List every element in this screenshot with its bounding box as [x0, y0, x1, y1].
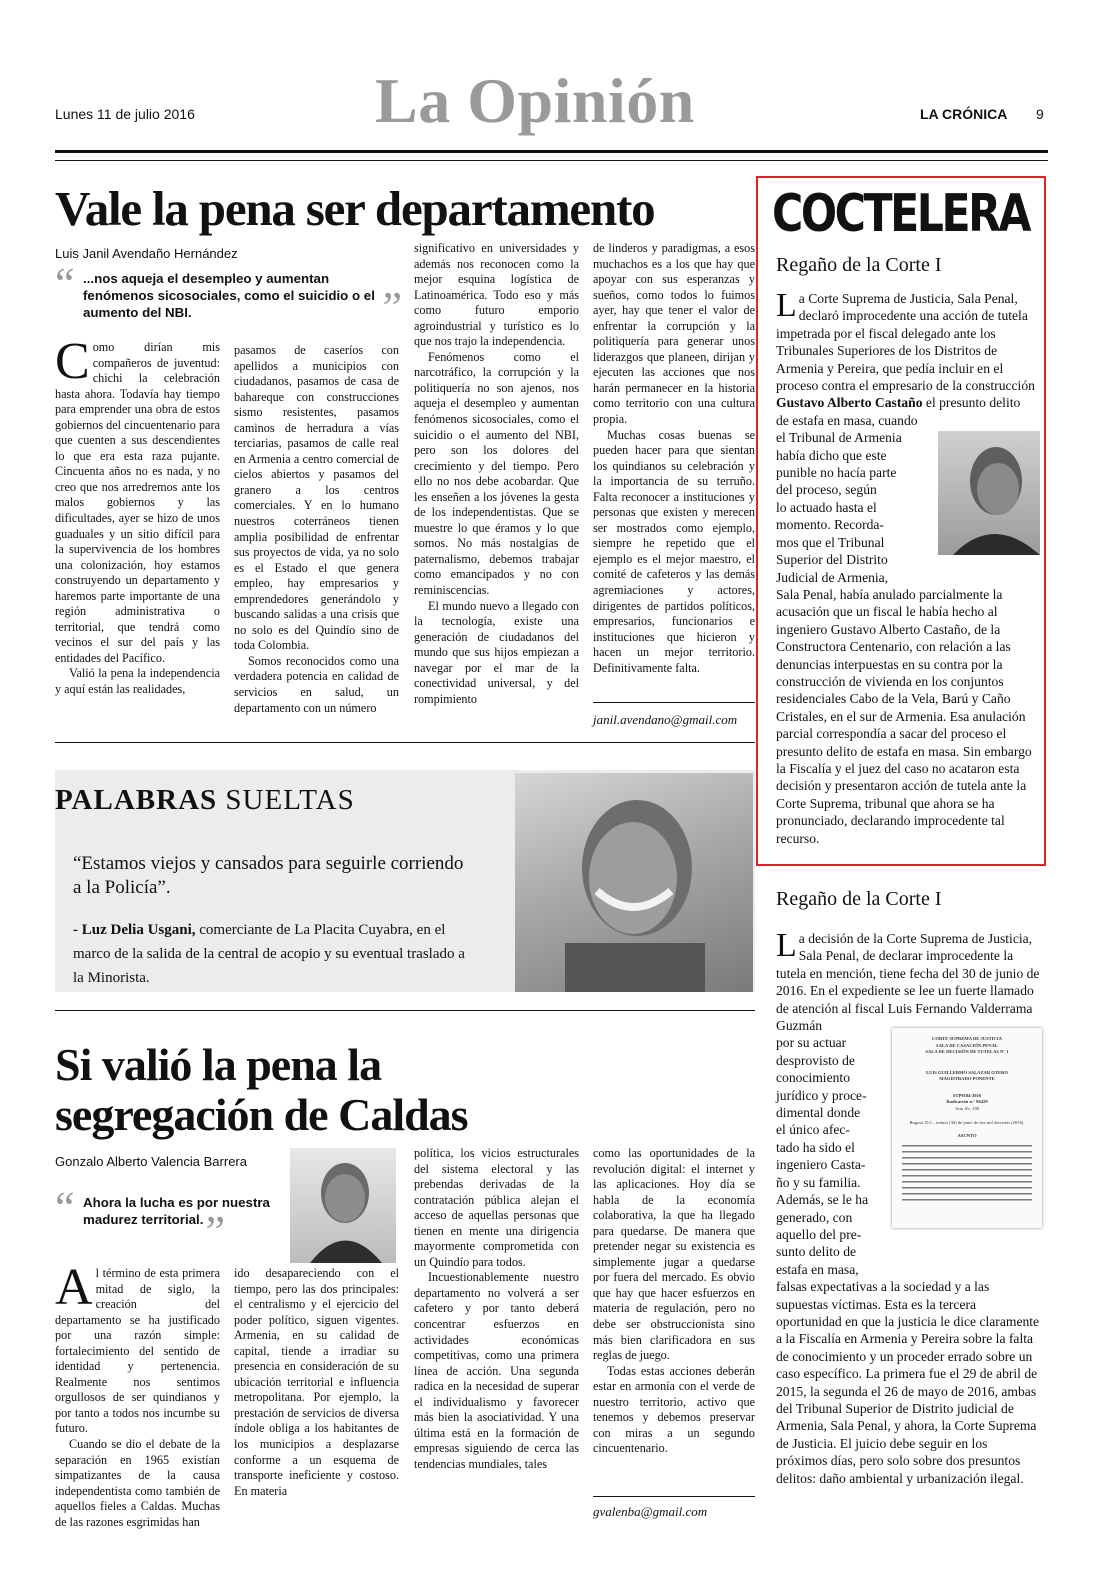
doc-line: Acta No. 196: [954, 1105, 980, 1111]
doc-text-block: [902, 1145, 1032, 1205]
coctelera-item1-wrap-line: punible no hacía parte: [776, 465, 897, 481]
coctelera-item2-wrap-line: tado ha sido el: [776, 1139, 855, 1155]
article2-author-photo: [290, 1148, 396, 1263]
close-quote-icon: ”: [205, 1207, 225, 1256]
doc-line: LUIS GUILLERMO SALAZAR OTERO: [926, 1069, 1008, 1075]
coctelera-item2-text: [776, 927, 1040, 1487]
header-rule-thick: [55, 150, 1048, 153]
coctelera-item2-heading: Regaño de la Corte I: [776, 888, 942, 910]
article2-col1-p1: l término de esta primera mitad de siglo, la creación del departamento se ha justificado por una razón simple: fortalecimiento del sentido de identidad y pertenencia. Realmente nos sentimos orgullosos de ser quindianos y por tanto a todos nos incumbe su futuro.: [55, 1266, 220, 1436]
article1-col2-p2: Somos reconocidos como una verdadera potencia en calidad de servicios en salud, un departamento con un número: [234, 653, 399, 715]
coctelera-item2-text-b: falsas expectativas a la sociedad y a las supuestas víctimas. Esta es la tercera oportunidad en que la justicia le dice claramente a la Fiscalía en Armenia y Pereira sobre la falta de conocimiento y un proceder errado sobre un caso específico. La primera fue el 29 de abril de 2015, la segunda el 26 de mayo de 2016, ambas del Tribunal Superior de Distrito judicial de Armenia, Sala Penal, y ahora, la Corte Suprema de Justicia. El juicio debe seguir en los próximos días, pero solo sobre dos presuntos delitos: daño ambiental y urbanización ilegal.: [776, 1279, 1040, 1486]
article2-title-line1: Si valió la pena la: [55, 1039, 382, 1090]
coctelera-item1-dropcap: L: [776, 287, 797, 324]
coctelera-item2-text-a: a decisión de la Corte Suprema de Justicia, Sala Penal, de declarar improcedente la tutela en mención, tiene fecha del 30 de junio de 2016. En el expediente se lee un fuerte llamado de atención al fiscal Luis Fernando Valderrama Guzmán: [776, 931, 1040, 1034]
open-quote-icon: “: [55, 259, 75, 308]
doc-line: ASUNTO: [957, 1132, 977, 1138]
coctelera-item2-wrap-line: ño y su familia.: [776, 1174, 861, 1190]
article2-title: [55, 1040, 468, 1140]
open-quote-icon: “: [55, 1183, 75, 1232]
coctelera-item1-text-a: a Corte Suprema de Justicia, Sala Penal, declaró improcedente una acción de tutela impetrada por el fiscal delegado ante los Tribunales Superiores de los Distritos de Armenia y Pereira, que pedía incluir en el proceso contra el empresario de la construcción: [776, 291, 1035, 394]
coctelera-item1-bold-name: Gustavo Alberto Castaño: [776, 395, 923, 411]
coctelera-item2-wrap-line: dimental donde: [776, 1105, 861, 1121]
article1-dropcap: C: [55, 333, 90, 390]
coctelera-item2-wrap-line: jurídico y proce-: [776, 1087, 867, 1103]
man-portrait-icon: [938, 431, 1040, 555]
coctelera-item1-text: [776, 287, 1036, 847]
article1-col3-p3: El mundo nuevo a llegado con la tecnología, existe una generación de ciudadanos del mundo que sus hijos empiezan a navegar por el mar de la conectividad universal, y del rompimiento: [414, 598, 579, 706]
coctelera-item1-wrap-line: mos que el Tribunal: [776, 534, 885, 550]
palabras-title: [55, 784, 355, 817]
article2-col4-p2: Todas estas acciones deberán estar en armonía con el verde de nuestro territorio, activo que tenemos y debemos preservar con miras a un segundo cincuentenario.: [593, 1363, 755, 1456]
coctelera-item2-wrap-line: generado, con: [776, 1209, 853, 1225]
coctelera-item2-wrap-line: por su actuar: [776, 1035, 847, 1051]
article1-col1-p1: omo dirían mis compañeros de juventud: chichi la celebración hasta ahora. Todavía hay tiempo para emprender una obra de estos gobiernos del cincuentenario para que cuenten a sus descendientes lo que era esta raza pujante. Cincuenta años no es nada, y no creo que nos arredremos ante los malos gobiernos y las dificultades, ayer se hizo de unos guaduales y un sitio difícil para la supervivencia de los hombres una colonización, hoy estamos construyendo un departamento y haremos parte importante de una región administrativa o territorial, que tendrá como vecinos el sur del país y las entidades del Pacífico.: [55, 340, 220, 665]
article1-email-rule: [593, 702, 755, 703]
palabras-title-bold: PALABRAS: [55, 784, 218, 816]
coctelera-man-photo: [938, 431, 1040, 555]
close-quote-icon: ”: [382, 283, 402, 332]
article1-col4-p2: Muchas cosas buenas se pueden hacer para que sientan los quindianos su celebración y la importancia de su terruño. Falta reconocer a instituciones y personas que existen y merecen ser mostrados como ejemplo, siempre he repetido que el ejemplo es el mejor maestro, el comité de cafeteros y las demás agremiaciones y actores, dirigentes de partidos políticos, empresarios, funcionarios e instituciones que hicieron y hacen un mejor territorio. Definitivamente falta.: [593, 427, 755, 675]
doc-line: MAGISTRADO PONENTE: [939, 1076, 995, 1082]
palabras-box: [55, 770, 755, 992]
coctelera-item1-wrap-line: del proceso, según: [776, 482, 877, 498]
article2-column-2: [234, 1266, 399, 1499]
coctelera-item1-text-c: Sala Penal, había anulado parcialmente la acusación que un fiscal le había hecho al ingeniero Gustavo Alberto Castaño, de la Constructora Centenario, con relación a las denuncias interpuestas en su contra por la construcción de vivienda en los conjuntos residenciales Cabo de la Vela, Barú y Caño Cristales, en el sur de Armenia. Esa anulación parcial correspondía a sacar del proceso el presunto delito de estafa en masa. Sin embargo la Fiscalía y el juez del caso no acataron esta decisión y presentaron acción de tutela ante la Corte Suprema, tribunal que ahora se ha pronunciado, declarando improcedente tal recurso.: [776, 586, 1032, 846]
man-portrait-icon: [290, 1148, 396, 1263]
article2-email-rule: [593, 1496, 755, 1497]
article1-pull-quote-text: ...nos aqueja el desempleo y aumentan fenómenos sicosociales, como el suicidio o el aumento del NBI.: [83, 271, 375, 320]
article2-author: Gonzalo Alberto Valencia Barrera: [55, 1154, 247, 1169]
doc-line: SALA DE CASACIÓN PENAL: [936, 1042, 998, 1048]
doc-line: Bogotá, D.C., treinta (30) de junio de dos mil dieciséis (2016).: [909, 1120, 1025, 1126]
article1-col3-p1: significativo en universidades y además nos reconocen como la mejor esquina logística de Latinoamérica. Todo eso y más como futuro emporio agroindustrial y turístico es lo que nos trajo la independencia.: [414, 241, 579, 349]
palabras-attribution-rest: comerciante de La Placita Cuyabra, en el marco de la salida de la central de acopio y su eventual traslado a la Minorista.: [73, 922, 465, 986]
palabras-attribution: [73, 918, 473, 990]
article1-bottom-rule: [55, 742, 755, 743]
article2-title-line2: segregación de Caldas: [55, 1089, 468, 1140]
article1-author: Luis Janil Avendaño Hernández: [55, 246, 238, 261]
coctelera-item2-wrap-line: estafa en masa,: [776, 1261, 859, 1277]
coctelera-title: COCTELERA: [772, 184, 1030, 244]
article1-column-4: [593, 241, 755, 676]
coctelera-item1-wrap: [776, 429, 1036, 586]
article2-col1-p2: Cuando se dio el debate de la separación en 1965 existían simpatizantes de la causa independentista como también de aquellos fieles a Caldas. Muchas de las razones esgrimidas han: [55, 1437, 220, 1529]
palabras-quote: “Estamos viejos y cansados para seguirle corriendo a la Policía”.: [73, 853, 464, 898]
article2-pull-quote: [55, 1183, 285, 1256]
article2-email: gvalenba@gmail.com: [593, 1504, 708, 1519]
coctelera-item1-wrap-line: Judicial de Armenia,: [776, 569, 889, 585]
article1-email: janil.avendano@gmail.com: [593, 712, 738, 727]
newspaper-name: LA CRÓNICA: [920, 106, 1008, 122]
coctelera-item1-wrap-line: Superior del Distrito: [776, 552, 888, 568]
page-number: 9: [1036, 106, 1044, 122]
article1-col2-p1: pasamos de caseríos con apellidos a municipios con ciudadanos, pasamos de casa de bahareque con construcciones sismo resistentes, pasamos caminos de herradura a vías terciarias, pasamos de calle real en Armenia a centro comercial de cielos abiertos y pasamos del granero a los centros comerciales. Y en lo humano nuestros coterráneos tienen amplia posibilidad de enfrentar sus proyectos de vida, ya no solo es el Estado el que genera empleo, hay empresarios y emprendedores generándolo y buscando salidas a una crisis que no solo es del Quindío sino de toda Colombia.: [234, 343, 399, 653]
palabras-title-light: SUELTAS: [217, 784, 355, 816]
coctelera-item2-wrap-line: conocimiento: [776, 1070, 850, 1086]
article2-col4-p1: como las oportunidades de la revolución digital: el internet y las aplicaciones. Hoy día se habla de la economía colaborativa, la que ha llegado para quedarse. De manera que pretender negar su existencia es simplemente jugar a quedarse por fuera del mercado. Es obvio que hay que hacer esfuerzos en materia de regulación, pero no debe ser obstruccionista sino más bien clarificadora en sus reglas de juego.: [593, 1146, 755, 1363]
article2-column-3: [414, 1146, 579, 1472]
article1-column-3: [414, 241, 579, 707]
palabras-attribution-name: - Luz Delia Usgani,: [73, 922, 196, 938]
coctelera-item2-wrap-line: ingeniero Casta-: [776, 1157, 866, 1173]
coctelera-item2-wrap-line: desprovisto de: [776, 1052, 855, 1068]
article1-column-1: [55, 333, 220, 698]
coctelera-item2-wrap-line: sunto delito de: [776, 1244, 857, 1260]
header-rule-thin: [55, 160, 1048, 161]
article2-pull-quote-text: Ahora la lucha es por nuestra madurez territorial.: [83, 1195, 270, 1227]
article1-col1-p2: Valió la pena la independencia y aquí están las realidades,: [55, 666, 220, 697]
issue-date: Lunes 11 de julio 2016: [55, 106, 195, 122]
article2-dropcap: A: [55, 1259, 93, 1316]
coctelera-item1-wrap-line: lo actuado hasta el: [776, 499, 877, 515]
coctelera-item1-wrap-line: el Tribunal de Armenia: [776, 430, 902, 446]
article1-column-2: [234, 343, 399, 716]
coctelera-item2-dropcap: L: [776, 927, 797, 964]
article1-pull-quote: [55, 259, 402, 332]
doc-line: Radicación n.° 86429: [946, 1099, 988, 1105]
coctelera-item2-wrap-line: aquello del pre-: [776, 1226, 862, 1242]
coctelera-item1-text-b: el presunto delito de estafa en masa, cuando: [776, 395, 1021, 428]
article2-column-1: [55, 1259, 220, 1530]
article2-col3-p2: Incuestionablemente nuestro departamento no volverá a ser cafetero y por tanto deberá concentrar esfuerzos en actividades económicas competitivas, como una primera línea de acción. Una segunda radica en la necesidad de superar el individualismo y favorecer más bien la asociatividad. Y una última está en la formación de empresas siguiendo de cerca las tendencias mundiales, tales: [414, 1270, 579, 1471]
doc-line: STP9184-2016: [952, 1092, 982, 1098]
article2-column-4: [593, 1146, 755, 1457]
coctelera-item1-heading: Regaño de la Corte I: [776, 254, 942, 276]
coctelera-item1-wrap-line: había dicho que este: [776, 447, 887, 463]
doc-line: CORTE SUPREMA DE JUSTICIA: [932, 1036, 1002, 1042]
article1-col4-p1: de linderos y paradigmas, a esos muchachos es a los que hay que apoyar con sus esperanzas y sueños, como todos lo fuimos ayer, hay que tener el valor de enfrentar la corrupción y la politiquería para generar unos liderazgos que planeen, dirijan y ejecuten las acciones que nos harán permanecer en la historia como territorio con una cultura propia.: [593, 241, 755, 427]
coctelera-item1-wrap-line: momento. Recorda-: [776, 517, 884, 533]
section-title: La Opinión: [375, 65, 695, 136]
doc-line: SALA DE DECISIÓN DE TUTELAS N° 1: [925, 1049, 1009, 1055]
article1-title: Vale la pena ser departamento: [55, 181, 655, 236]
palabras-portrait-photo: [515, 773, 753, 992]
palabras-bottom-rule: [55, 1010, 755, 1011]
article2-col3-p1: política, los vicios estructurales del sistema electoral y las prebendas derivadas de la contratación pública alejan el acceso de aquellas personas que tienen en mente una dirigencia mayormente comprometida con un Quindío para todos.: [414, 1146, 579, 1269]
coctelera-item2-wrap-line: el único afec-: [776, 1122, 850, 1138]
woman-portrait-icon: [515, 773, 753, 992]
article2-col2-p1: ido desapareciendo con el tiempo, pero las dos principales: el centralismo y el ejercicio del poder político, siguen vigentes. Armenia, en su calidad de capital, tiende a irradiar su presencia en consideración de su ubicación territorial e influencia metropolitana. Por ejemplo, la prestación de servicios de diversa índole obliga a los habitantes de los municipios a desplazarse conforme a un esquema de transporte ineficiente y costoso. En materia: [234, 1266, 399, 1498]
court-document-image: [892, 1028, 1042, 1228]
article1-col3-p2: Fenómenos como el narcotráfico, la corrupción y la politiquería no son ajenos, nos aqueja el desempleo y aumentan fenómenos sicosociales, como el suicidio o el aumento del NBI, pero son los dolores del crecimiento y del tiempo. Pero ello no nos debe acobardar. Que les enseñen a los jóvenes la gesta de los independentistas. Que se muestre lo que éramos y lo que somos. No más nostalgias de paternalismo, debemos trabajar como emancipados y no con reminiscencias.: [414, 349, 579, 598]
coctelera-item2-wrap-line: Además, se le ha: [776, 1192, 869, 1208]
coctelera-item2-wrap: [776, 1034, 1040, 1278]
